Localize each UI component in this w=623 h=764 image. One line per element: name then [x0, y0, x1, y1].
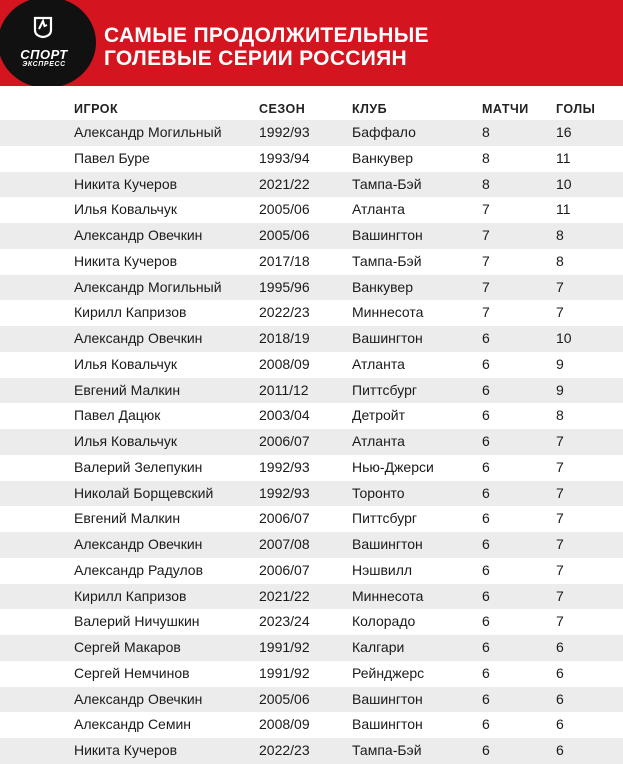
table-row — [0, 120, 623, 146]
cell-season: 2005/06 — [259, 690, 310, 707]
cell-player: Павел Дацюк — [74, 407, 161, 424]
cell-goals: 7 — [556, 613, 564, 630]
cell-goals: 6 — [556, 639, 564, 655]
cell-player: Павел Буре — [74, 149, 150, 166]
cell-games: 6 — [482, 433, 490, 449]
cell-player: Илья Ковальчук — [74, 433, 177, 449]
cell-player: Никита Кучеров — [74, 252, 178, 269]
cell-goals: 7 — [556, 536, 564, 552]
cell-club: Торонто — [352, 484, 405, 501]
cell-games: 6 — [482, 381, 490, 398]
cell-goals: 11 — [556, 201, 571, 218]
table-row — [0, 584, 623, 610]
cell-club: Вашингтон — [352, 716, 423, 733]
table-row — [0, 352, 623, 378]
cell-games: 6 — [482, 458, 490, 475]
cell-player: Александр Радулов — [74, 561, 204, 578]
logo-text-sport: СПОРТ — [20, 47, 68, 62]
cell-club: Тампа-Бэй — [352, 175, 422, 192]
cell-player: Александр Могильный — [74, 124, 222, 140]
table-row — [0, 300, 623, 326]
cell-games: 6 — [482, 639, 490, 655]
cell-games: 7 — [482, 252, 490, 269]
table-row — [0, 532, 623, 558]
cell-goals: 9 — [556, 355, 564, 372]
cell-games: 7 — [482, 278, 490, 295]
cell-goals: 7 — [556, 458, 564, 475]
cell-season: 1993/94 — [259, 149, 310, 166]
cell-player: Кирилл Капризов — [74, 587, 187, 604]
cell-goals: 7 — [556, 433, 564, 449]
cell-club: Детройт — [352, 407, 406, 424]
table-row — [0, 687, 623, 713]
cell-season: 2022/23 — [259, 304, 310, 321]
cell-games: 8 — [482, 124, 490, 140]
table-row — [0, 223, 623, 249]
title-line-2: ГОЛЕВЫЕ СЕРИИ РОССИЯН — [104, 47, 407, 70]
cell-games: 8 — [482, 175, 490, 192]
cell-club: Миннесота — [352, 587, 424, 604]
cell-games: 6 — [482, 510, 490, 527]
cell-club: Питтсбург — [352, 510, 417, 527]
cell-goals: 8 — [556, 252, 564, 269]
cell-season: 1991/92 — [259, 664, 310, 681]
cell-season: 2017/18 — [259, 252, 310, 269]
cell-season: 2006/07 — [259, 561, 310, 578]
cell-player: Александр Овечкин — [74, 330, 203, 346]
cell-season: 2021/22 — [259, 587, 310, 604]
cell-club: Ванкувер — [352, 278, 413, 295]
cell-club: Миннесота — [352, 304, 424, 321]
page-title — [104, 24, 429, 70]
header-banner — [0, 0, 623, 86]
logo — [0, 0, 96, 86]
table-row — [0, 558, 623, 584]
table-header-row — [0, 98, 623, 120]
cell-season: 1992/93 — [259, 484, 310, 501]
cell-player: Никита Кучеров — [74, 742, 178, 758]
cell-club: Калгари — [352, 639, 405, 655]
cell-season: 1991/92 — [259, 639, 310, 655]
cell-goals: 7 — [556, 304, 564, 321]
cell-games: 6 — [482, 407, 490, 424]
table-row — [0, 429, 623, 455]
cell-goals: 6 — [556, 690, 564, 707]
cell-season: 2018/19 — [259, 330, 310, 346]
table-row — [0, 506, 623, 532]
cell-games: 6 — [482, 330, 490, 346]
cell-goals: 7 — [556, 510, 564, 527]
cell-goals: 16 — [556, 124, 572, 140]
table-row — [0, 146, 623, 172]
cell-games: 6 — [482, 355, 490, 372]
cell-season: 2006/07 — [259, 510, 310, 527]
cell-club: Атланта — [352, 355, 405, 372]
cell-goals: 7 — [556, 561, 564, 578]
cell-player: Илья Ковальчук — [74, 355, 177, 372]
cell-season: 2005/06 — [259, 201, 310, 218]
cell-club: Вашингтон — [352, 690, 423, 707]
cell-club: Питтсбург — [352, 381, 417, 398]
table-row — [0, 661, 623, 687]
cell-goals: 11 — [556, 149, 571, 166]
cell-goals: 6 — [556, 716, 564, 733]
cell-player: Илья Ковальчук — [74, 201, 177, 218]
cell-player: Николай Борщевский — [74, 484, 214, 501]
cell-club: Атланта — [352, 201, 405, 218]
cell-season: 2007/08 — [259, 536, 310, 552]
cell-player: Валерий Ничушкин — [74, 613, 200, 630]
cell-player: Александр Семин — [74, 716, 192, 733]
cell-games: 6 — [482, 742, 490, 758]
cell-player: Евгений Малкин — [74, 381, 181, 398]
cell-club: Ванкувер — [352, 149, 413, 166]
table-row — [0, 712, 623, 738]
cell-season: 2022/23 — [259, 742, 310, 758]
cell-games: 6 — [482, 587, 490, 604]
header-season: СЕЗОН — [259, 102, 306, 116]
cell-season: 2011/12 — [259, 381, 309, 398]
cell-player: Александр Овечкин — [74, 227, 203, 243]
cell-club: Колорадо — [352, 613, 416, 630]
sport-express-logo-icon — [31, 15, 55, 39]
cell-player: Сергей Немчинов — [74, 664, 190, 681]
cell-season: 2008/09 — [259, 355, 310, 372]
cell-season: 2021/22 — [259, 175, 310, 192]
cell-games: 7 — [482, 201, 490, 218]
cell-goals: 7 — [556, 278, 564, 295]
cell-club: Тампа-Бэй — [352, 252, 422, 269]
cell-season: 1992/93 — [259, 458, 310, 475]
table-row — [0, 326, 623, 352]
table-row — [0, 738, 623, 764]
cell-goals: 10 — [556, 175, 572, 192]
cell-goals: 6 — [556, 742, 564, 758]
cell-player: Евгений Малкин — [74, 510, 181, 527]
cell-games: 8 — [482, 149, 490, 166]
cell-club: Баффало — [352, 124, 416, 140]
logo-text-express: ЭКСПРЕСС — [22, 61, 66, 68]
cell-games: 7 — [482, 227, 490, 243]
cell-season: 2003/04 — [259, 407, 310, 424]
cell-games: 7 — [482, 304, 490, 321]
cell-goals: 10 — [556, 330, 572, 346]
cell-season: 2008/09 — [259, 716, 310, 733]
table-row — [0, 275, 623, 301]
header-games: МАТЧИ — [482, 102, 529, 116]
cell-player: Валерий Зелепукин — [74, 458, 203, 475]
cell-games: 6 — [482, 716, 490, 733]
cell-goals: 6 — [556, 664, 564, 681]
cell-player: Александр Овечкин — [74, 536, 203, 552]
cell-games: 6 — [482, 613, 490, 630]
header-club: КЛУБ — [352, 102, 388, 116]
cell-games: 6 — [482, 561, 490, 578]
title-line-1: САМЫЕ ПРОДОЛЖИТЕЛЬНЫЕ — [104, 24, 429, 47]
cell-player: Никита Кучеров — [74, 175, 178, 192]
scoring-streaks-table — [0, 98, 623, 764]
cell-club: Вашингтон — [352, 536, 423, 552]
cell-season: 2023/24 — [259, 613, 310, 630]
table-row — [0, 197, 623, 223]
table-row — [0, 403, 623, 429]
cell-player: Александр Овечкин — [74, 690, 203, 707]
cell-games: 6 — [482, 536, 490, 552]
cell-games: 6 — [482, 484, 490, 501]
cell-goals: 7 — [556, 587, 564, 604]
cell-player: Александр Могильный — [74, 278, 222, 295]
table-row — [0, 635, 623, 661]
cell-games: 6 — [482, 664, 490, 681]
header-player: ИГРОК — [74, 102, 119, 116]
table-row — [0, 378, 623, 404]
cell-player: Кирилл Капризов — [74, 304, 187, 321]
table-row — [0, 249, 623, 275]
header-goals: ГОЛЫ — [556, 102, 596, 116]
table-row — [0, 455, 623, 481]
cell-club: Нью-Джерси — [352, 458, 434, 475]
cell-goals: 7 — [556, 484, 564, 501]
table-body — [0, 120, 623, 764]
cell-games: 6 — [482, 690, 490, 707]
cell-goals: 8 — [556, 407, 564, 424]
cell-goals: 8 — [556, 227, 564, 243]
cell-season: 2005/06 — [259, 227, 310, 243]
cell-player: Сергей Макаров — [74, 639, 181, 655]
cell-club: Вашингтон — [352, 330, 423, 346]
table-row — [0, 609, 623, 635]
table-row — [0, 481, 623, 507]
cell-season: 2006/07 — [259, 433, 310, 449]
cell-season: 1995/96 — [259, 278, 310, 295]
cell-season: 1992/93 — [259, 124, 310, 140]
cell-club: Нэшвилл — [352, 561, 413, 578]
table-row — [0, 172, 623, 198]
cell-club: Рейнджерс — [352, 664, 425, 681]
cell-club: Атланта — [352, 433, 405, 449]
cell-club: Вашингтон — [352, 227, 423, 243]
cell-club: Тампа-Бэй — [352, 742, 422, 758]
cell-goals: 9 — [556, 381, 564, 398]
